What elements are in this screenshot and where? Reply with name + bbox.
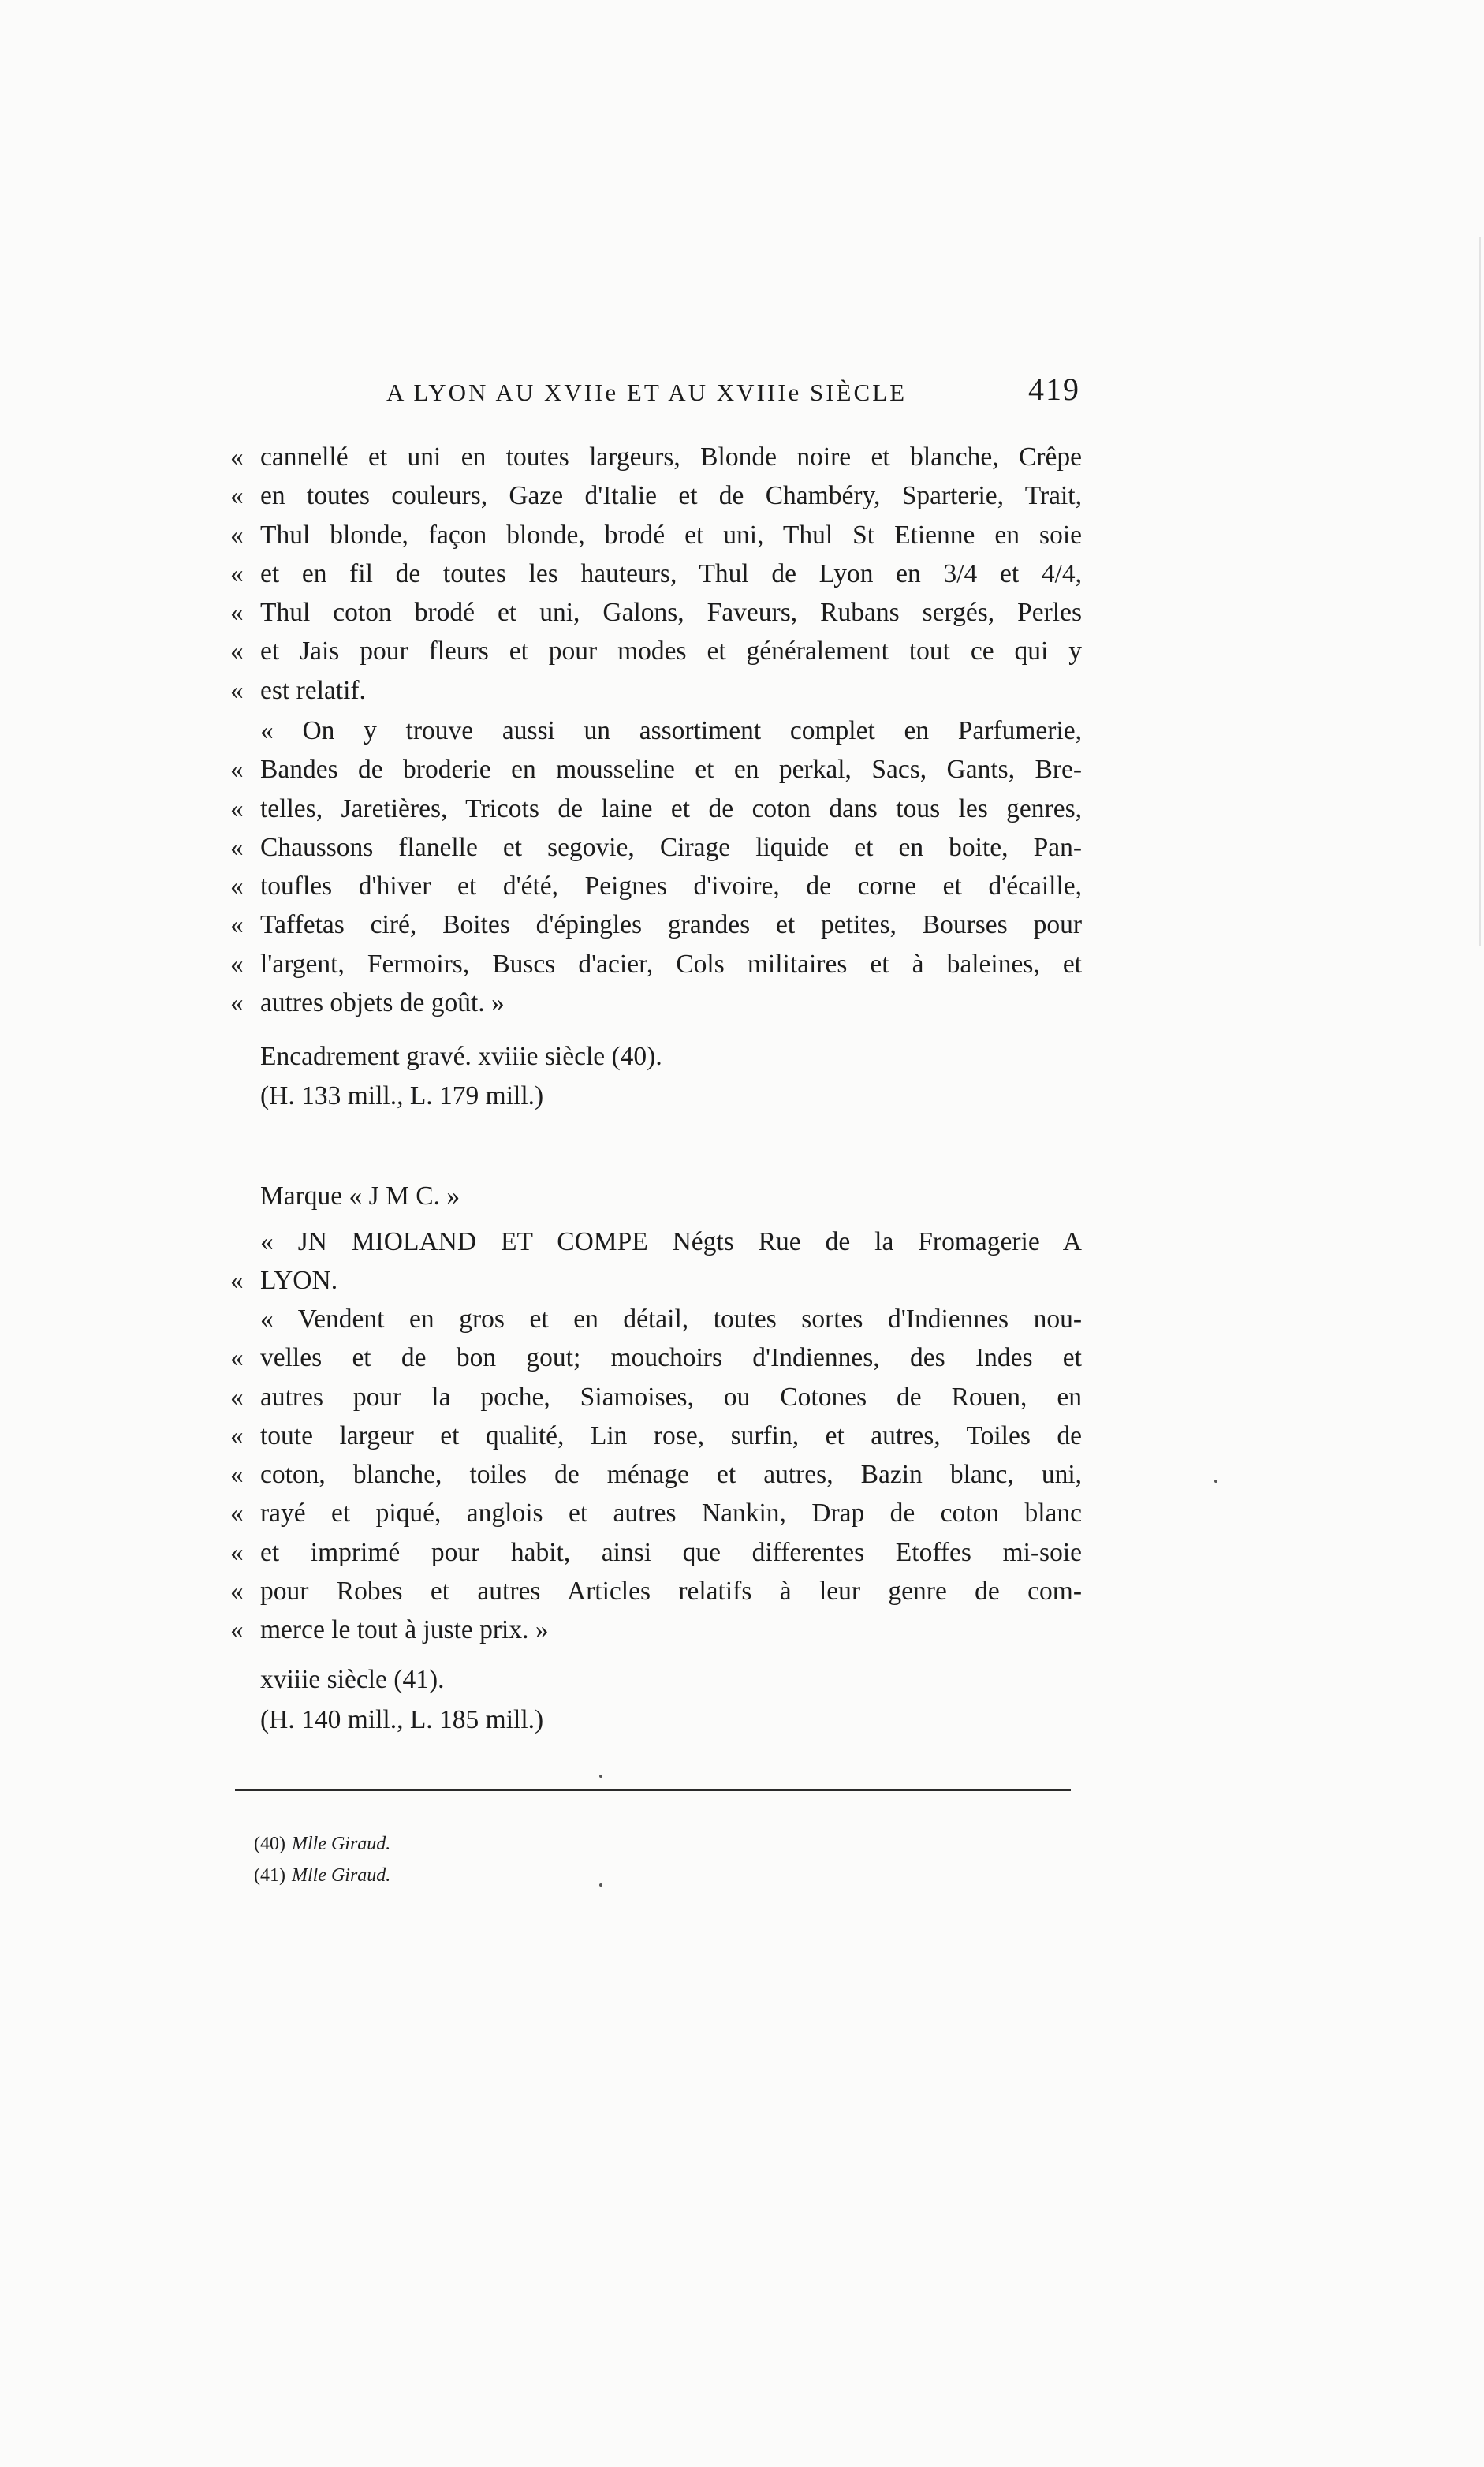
- text-block-parfumerie: [230, 711, 1082, 1022]
- line-text: rayé et piqué, anglois et autres Nankin, Drap de coton blanc: [260, 1498, 1082, 1528]
- quote-mark: «: [230, 1615, 244, 1645]
- quote-mark: «: [230, 910, 244, 940]
- line-text: cannellé et uni en toutes largeurs, Blonde noire et blanche, Crêpe: [260, 442, 1082, 472]
- line-text: coton, blanche, toiles de ménage et autres, Bazin blanc, uni,: [260, 1460, 1082, 1490]
- footnotes: [254, 1828, 390, 1891]
- line-text: et en fil de toutes les hauteurs, Thul de Lyon en 3/4 et 4/4,: [260, 558, 1082, 588]
- running-header: [386, 371, 1080, 418]
- line-text: « On y trouve aussi un assortiment complet en Parfumerie,: [260, 716, 1082, 745]
- line-text: pour Robes et autres Articles relatifs à leur genre de com-: [260, 1577, 1082, 1607]
- line-text: et Jais pour fleurs et pour modes et généralement tout ce qui y: [260, 636, 1082, 666]
- line-text: autres objets de goût. »: [260, 988, 505, 1018]
- quote-mark: «: [230, 1577, 244, 1607]
- text-block-merchandise: [230, 438, 1082, 710]
- ink-speck: [599, 1883, 602, 1887]
- quote-mark: «: [230, 1382, 244, 1412]
- quote-mark: «: [230, 871, 244, 901]
- line-text: toufles d'hiver et d'été, Peignes d'ivoire, de corne et d'écaille,: [260, 871, 1082, 901]
- quote-mark: «: [230, 442, 244, 472]
- quote-mark: «: [230, 1420, 244, 1450]
- quote-mark: «: [230, 520, 244, 550]
- quote-mark: «: [230, 598, 244, 628]
- line-text: « Vendent en gros et en détail, toutes sortes d'Indiennes nou-: [260, 1304, 1082, 1334]
- text-line: [230, 516, 1082, 554]
- quote-mark: «: [230, 481, 244, 511]
- quote-mark: «: [230, 636, 244, 666]
- quote-mark: «: [230, 1266, 244, 1296]
- line-text: merce le tout à juste prix. »: [260, 1615, 549, 1645]
- footnote-41: (41) Mlle Giraud.: [254, 1865, 391, 1886]
- page-number: 419: [1028, 371, 1080, 407]
- quote-mark: «: [230, 949, 244, 979]
- quote-mark: «: [230, 675, 244, 705]
- text-line: [230, 438, 1082, 476]
- text-line: [230, 789, 1082, 828]
- text-line: [230, 1494, 1082, 1532]
- text-line: [230, 671, 1082, 710]
- text-line: [230, 632, 1082, 670]
- caption-41: xviiie siècle (41).: [260, 1665, 445, 1694]
- quote-mark: «: [230, 1537, 244, 1567]
- quote-mark: «: [230, 1460, 244, 1490]
- quote-mark: «: [230, 832, 244, 862]
- text-line: [230, 945, 1082, 983]
- text-line: [230, 593, 1082, 632]
- text-block-mioland-heading: [230, 1222, 1082, 1301]
- text-line: [230, 711, 1082, 750]
- line-text: Bandes de broderie en mousseline et en perkal, Sacs, Gants, Bre-: [260, 755, 1082, 785]
- page-edge-shadow: [1479, 237, 1481, 946]
- text-line: [230, 1261, 1082, 1300]
- line-text: telles, Jaretières, Tricots de laine et de coton dans tous les genres,: [260, 793, 1082, 823]
- line-text: Chaussons flanelle et segovie, Cirage liquide et en boite, Pan-: [260, 832, 1082, 862]
- text-line: [230, 750, 1082, 789]
- line-text: Thul coton brodé et uni, Galons, Faveurs, Rubans sergés, Perles: [260, 598, 1082, 628]
- text-line: [230, 1338, 1082, 1377]
- footnote-separator: [235, 1789, 1071, 1791]
- quote-mark: «: [230, 988, 244, 1018]
- mark-label: Marque « J M C. »: [260, 1181, 460, 1211]
- line-text: l'argent, Fermoirs, Buscs d'acier, Cols militaires et à baleines, et: [260, 949, 1082, 979]
- text-line: [230, 905, 1082, 944]
- line-text: Thul blonde, façon blonde, brodé et uni, Thul St Etienne en soie: [260, 520, 1082, 550]
- ink-speck: [1214, 1480, 1217, 1483]
- text-line: [230, 1378, 1082, 1416]
- text-line: [230, 1300, 1082, 1338]
- text-line: [230, 828, 1082, 867]
- text-line: [230, 867, 1082, 905]
- line-text: « JN MIOLAND ET COMPE Négts Rue de la Fromagerie A: [260, 1227, 1082, 1256]
- text-line: [230, 1572, 1082, 1610]
- quote-mark: «: [230, 1343, 244, 1373]
- text-line: [230, 1455, 1082, 1494]
- quote-mark: «: [230, 558, 244, 588]
- text-line: [230, 1610, 1082, 1649]
- line-text: Taffetas ciré, Boites d'épingles grandes et petites, Bourses pour: [260, 910, 1082, 940]
- text-line: [230, 1222, 1082, 1261]
- text-line: [230, 1533, 1082, 1572]
- line-text: en toutes couleurs, Gaze d'Italie et de Chambéry, Sparterie, Trait,: [260, 481, 1082, 511]
- line-text: est relatif.: [260, 675, 366, 705]
- line-text: et imprimé pour habit, ainsi que differentes Etoffes mi-soie: [260, 1537, 1082, 1567]
- dimensions-40: (H. 133 mill., L. 179 mill.): [260, 1081, 544, 1110]
- quote-mark: «: [230, 1498, 244, 1528]
- text-line: [230, 554, 1082, 593]
- line-text: autres pour la poche, Siamoises, ou Cotones de Rouen, en: [260, 1382, 1082, 1412]
- quote-mark: «: [230, 755, 244, 785]
- text-line: [230, 1416, 1082, 1455]
- line-text: LYON.: [260, 1266, 338, 1296]
- line-text: velles et de bon gout; mouchoirs d'Indiennes, des Indes et: [260, 1343, 1082, 1373]
- line-text: toute largeur et qualité, Lin rose, surfin, et autres, Toiles de: [260, 1420, 1082, 1450]
- text-block-mioland-body: [230, 1300, 1082, 1650]
- quote-mark: «: [230, 793, 244, 823]
- footnote-40: (40) Mlle Giraud.: [254, 1834, 391, 1854]
- caption-40: Encadrement gravé. xviiie siècle (40).: [260, 1042, 662, 1071]
- dimensions-41: (H. 140 mill., L. 185 mill.): [260, 1705, 544, 1734]
- text-line: [230, 983, 1082, 1022]
- text-line: [230, 476, 1082, 515]
- running-title: A LYON AU XVIIe ET AU XVIIIe SIÈCLE: [386, 379, 908, 406]
- ink-speck: [599, 1775, 602, 1778]
